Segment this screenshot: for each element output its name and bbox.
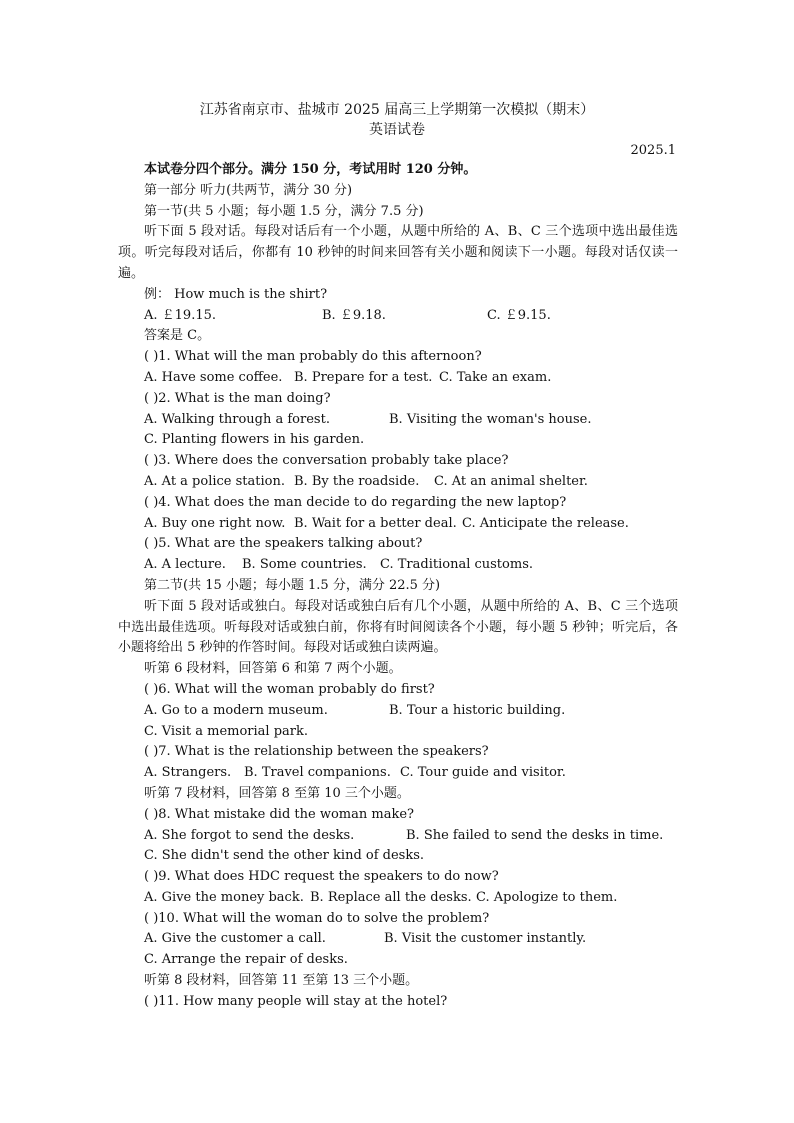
q7-option-b: B. Travel companions. <box>244 765 391 781</box>
exam-content <box>118 160 678 1013</box>
q10-option-a: A. Give the customer a call. <box>144 931 326 947</box>
section2-heading: 第二节(共 15 小题；每小题 1.5 分，满分 22.5 分) <box>144 577 441 593</box>
example-question: 例： How much is the shirt? <box>144 286 328 302</box>
q1-option-a: A. Have some coffee. <box>144 369 283 385</box>
q1-option-b: B. Prepare for a test. <box>294 369 433 385</box>
section2-instructions: 听下面 5 段对话或独白。每段对话或独白后有几个小题，从题中所给的 A、B、C 三个选项中选出最佳选项。听每段对话或独白前，你将有时间阅读各个小题，每小题 5 秒钟；听完后，各小题将给出 5 秒钟的作答时间。每段对话或独白读两遍。 <box>118 598 678 656</box>
q7-option-a: A. Strangers. <box>144 765 232 781</box>
example-option-a: A. ￡19.15. <box>144 307 217 323</box>
question-11: ( )11. How many people will stay at the hotel? <box>144 993 448 1009</box>
question-5-options <box>118 555 678 576</box>
example-option-c: C. ￡9.15. <box>487 307 551 323</box>
question-7-options <box>118 763 678 784</box>
question-1-options <box>118 368 678 389</box>
q3-option-a: A. At a police station. <box>144 473 285 489</box>
section1-heading: 第一节(共 5 小题；每小题 1.5 分，满分 7.5 分) <box>144 203 424 219</box>
exam-note: 本试卷分四个部分。满分 150 分，考试用时 120 分钟。 <box>144 162 477 177</box>
question-6-options <box>118 701 678 722</box>
example-answer: 答案是 C。 <box>144 328 211 344</box>
exam-date: 2025.1 <box>630 143 676 158</box>
question-8: ( )8. What mistake did the woman make? <box>144 806 414 822</box>
q2-option-a: A. Walking through a forest. <box>144 411 330 427</box>
part1-heading: 第一部分 听力(共两节，满分 30 分) <box>144 182 353 198</box>
question-8-options <box>118 826 678 847</box>
q5-option-a: A. A lecture. <box>144 557 226 573</box>
q5-option-b: B. Some countries. <box>242 557 367 573</box>
question-7: ( )7. What is the relationship between the speakers? <box>144 744 489 760</box>
q9-option-b: B. Replace all the desks. <box>310 889 472 905</box>
q3-option-c: C. At an animal shelter. <box>434 473 588 489</box>
question-4: ( )4. What does the man decide to do regarding the new laptop? <box>144 494 567 510</box>
question-9: ( )9. What does HDC request the speakers to do now? <box>144 869 499 885</box>
q8-option-b: B. She failed to send the desks in time. <box>406 827 664 843</box>
question-2-options <box>118 410 678 431</box>
question-10: ( )10. What will the woman do to solve the problem? <box>144 910 490 926</box>
q8-option-c: C. She didn't send the other kind of desks. <box>144 848 425 864</box>
q1-option-c: C. Take an exam. <box>439 369 552 385</box>
question-5: ( )5. What are the speakers talking about? <box>144 536 423 552</box>
q2-option-c: C. Planting flowers in his garden. <box>144 432 365 448</box>
q6-option-c: C. Visit a memorial park. <box>144 723 309 739</box>
q5-option-c: C. Traditional customs. <box>380 557 533 573</box>
example-option-b: B. ￡9.18. <box>322 307 386 323</box>
q4-option-c: C. Anticipate the release. <box>462 515 629 531</box>
question-2: ( )2. What is the man doing? <box>144 390 331 406</box>
material-6-heading: 听第 6 段材料，回答第 6 和第 7 两个小题。 <box>144 661 402 677</box>
question-9-options <box>118 888 678 909</box>
question-6: ( )6. What will the woman probably do first? <box>144 681 435 697</box>
q10-option-b: B. Visit the customer instantly. <box>384 931 587 947</box>
q9-option-a: A. Give the money back. <box>144 889 304 905</box>
q8-option-a: A. She forgot to send the desks. <box>144 827 355 843</box>
q4-option-b: B. Wait for a better deal. <box>294 515 457 531</box>
q4-option-a: A. Buy one right now. <box>144 515 286 531</box>
example-options <box>118 306 678 327</box>
q7-option-c: C. Tour guide and visitor. <box>400 765 566 781</box>
question-1: ( )1. What will the man probably do this afternoon? <box>144 349 482 365</box>
material-7-heading: 听第 7 段材料，回答第 8 至第 10 三个小题。 <box>144 785 410 801</box>
exam-subtitle: 英语试卷 <box>369 122 425 138</box>
q9-option-c: C. Apologize to them. <box>476 889 618 905</box>
q6-option-a: A. Go to a modern museum. <box>144 702 328 718</box>
section1-instructions: 听下面 5 段对话。每段对话后有一个小题，从题中所给的 A、B、C 三个选项中选出最佳选项。听完每段对话后，你都有 10 秒钟的时间来回答有关小题和阅读下一小题。每段对话仅读一遍。 <box>118 224 678 281</box>
exam-title: 江苏省南京市、盐城市 2025 届高三上学期第一次模拟（期末） <box>199 102 595 118</box>
question-3: ( )3. Where does the conversation probably take place? <box>144 453 509 469</box>
material-8-heading: 听第 8 段材料，回答第 11 至第 13 三个小题。 <box>144 973 419 989</box>
q2-option-b: B. Visiting the woman's house. <box>389 411 592 427</box>
q6-option-b: B. Tour a historic building. <box>389 702 566 718</box>
question-10-options <box>118 929 678 950</box>
q3-option-b: B. By the roadside. <box>294 473 420 489</box>
q10-option-c: C. Arrange the repair of desks. <box>144 952 348 968</box>
question-4-options <box>118 514 678 535</box>
question-3-options <box>118 472 678 493</box>
